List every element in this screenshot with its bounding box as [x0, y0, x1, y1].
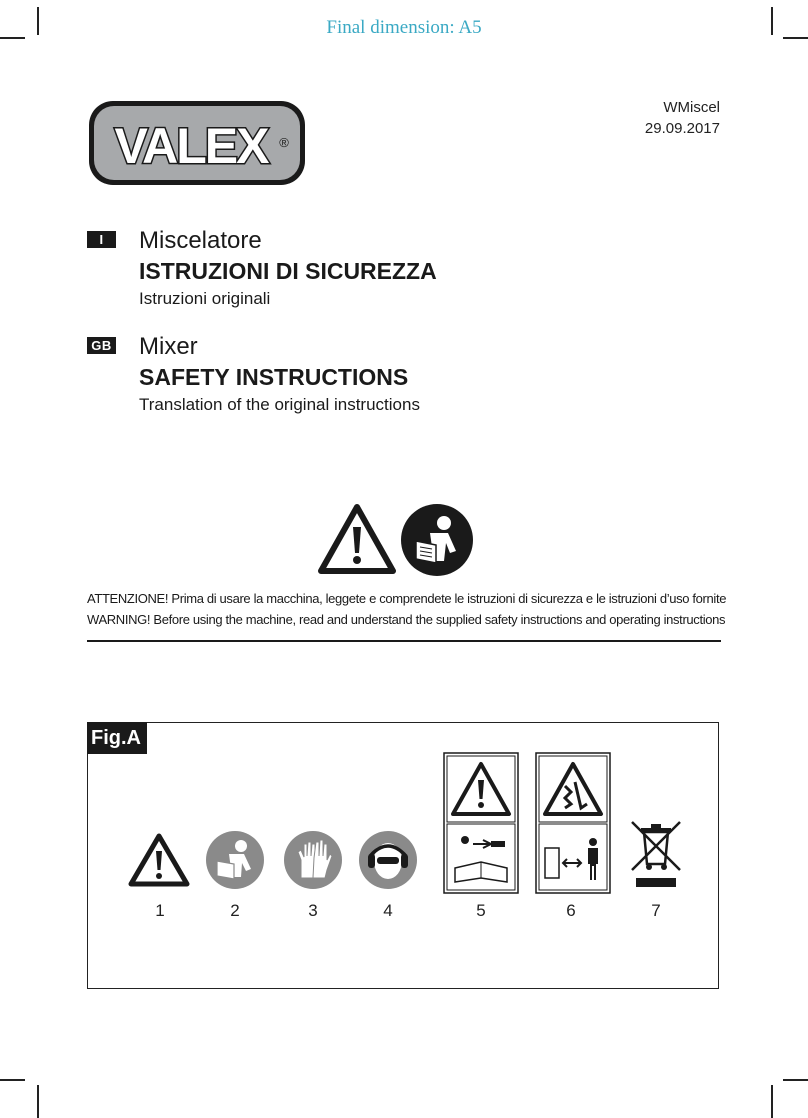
- safety-label-distance-icon: [535, 752, 611, 894]
- figure-number-3: 3: [308, 901, 318, 920]
- document-date: 29.09.2017: [644, 120, 720, 137]
- figure-number-4: 4: [383, 901, 393, 920]
- product-name-gb: Mixer: [139, 333, 198, 360]
- safety-label-maintenance-icon: [443, 752, 519, 894]
- figure-number-6: 6: [566, 901, 576, 920]
- document-code: WMiscel: [663, 99, 720, 116]
- subtitle-it: Istruzioni originali: [139, 289, 271, 308]
- crop-mark: [0, 1079, 25, 1081]
- language-badge-it: I: [87, 231, 116, 248]
- figure-number-5: 5: [476, 901, 486, 920]
- warning-triangle-icon: [128, 832, 190, 888]
- figure-number-1: 1: [155, 901, 165, 920]
- read-manual-icon: [400, 503, 474, 577]
- read-manual-icon: [205, 830, 265, 890]
- safety-heading-it: ISTRUZIONI DI SICUREZZA: [139, 258, 437, 284]
- figure-number-7: 7: [651, 901, 661, 920]
- gloves-icon: [283, 830, 343, 890]
- final-dimension-note: Final dimension: A5: [326, 17, 482, 38]
- crossed-bin-icon: [628, 818, 684, 890]
- crop-mark: [771, 1085, 773, 1118]
- ear-eye-protection-icon: [358, 830, 418, 890]
- document-reference: [645, 97, 720, 139]
- warning-text-en: WARNING! Before using the machine, read and understand the supplied safety instructions and operating instructions: [87, 612, 726, 627]
- divider: [87, 640, 721, 642]
- warning-triangle-icon: [318, 503, 396, 575]
- figure-label: Fig.A: [87, 722, 147, 754]
- safety-heading-gb: SAFETY INSTRUCTIONS: [139, 364, 409, 390]
- crop-mark: [783, 1079, 808, 1081]
- product-name-it: Miscelatore: [139, 227, 262, 254]
- figure-number-2: 2: [230, 901, 240, 920]
- crop-mark: [37, 1085, 39, 1118]
- registered-mark: ®: [279, 135, 289, 150]
- logo-text: VALEX: [114, 118, 268, 174]
- valex-logo: [87, 99, 307, 187]
- subtitle-gb: Translation of the original instructions: [139, 395, 420, 414]
- language-badge-gb: GB: [87, 337, 116, 354]
- warning-text-it: ATTENZIONE! Prima di usare la macchina, leggete e comprendete le istruzioni di sicurezza e le istruzioni d’uso fornite: [87, 591, 727, 606]
